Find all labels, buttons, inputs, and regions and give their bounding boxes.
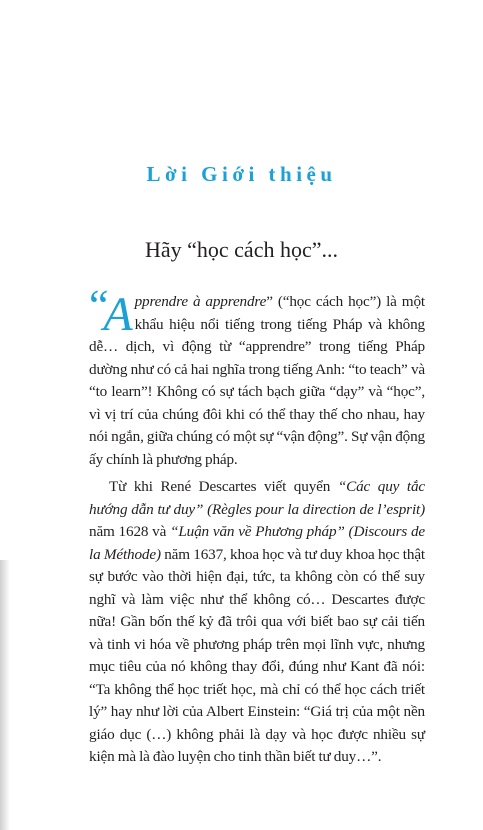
paragraph-1	[89, 281, 425, 471]
paragraph-2-italic-2: “Luận văn về Phương pháp” (Discours de la Méthode)	[89, 523, 425, 563]
paragraph-1-text: ” (“học cách học”) là một khẩu hiệu nổi tiếng trong tiếng Pháp và không dễ… dịch, vì động từ “apprendre” trong tiếng Pháp dường như có cả hai nghĩa trong tiếng Anh: “to teach” và “to learn”! Không có sự tách bạch giữa “dạy” và “học”, vì vị trí của chúng đôi khi có thể thay thế cho nhau, hay nói ngắn, giữa chúng có một sự “vận động”. Sự vận động ấy chính là phương pháp.	[89, 293, 425, 468]
paragraph-2-text-3: năm 1637, khoa học và tư duy khoa học thật sự bước vào thời hiện đại, tức, ta không còn có thể suy nghĩ và làm việc như thể không có… Descartes được nữa! Gần bốn thế kỷ đã trôi qua với biết bao sự cải tiến và tinh vi hóa về phương pháp trên mọi lĩnh vực, nhưng mục tiêu của nó không thay đổi, đúng như Kant đã nói: “Ta không thể học triết học, mà chỉ có thể học cách triết lý” hay như lời của Albert Einstein: “Giá trị của một nền giáo dục (…) không phải là dạy và học được nhiều sự kiện mà là đào luyện cho tinh thần biết tư duy…”.	[89, 545, 425, 765]
body-text	[89, 281, 425, 769]
dropcap-quote: “	[89, 281, 109, 330]
dropcap-letter: A	[103, 288, 133, 341]
paragraph-2	[89, 476, 425, 769]
page-edge-shadow	[0, 560, 10, 830]
chapter-subtitle: Hãy “học cách học”...	[144, 237, 338, 262]
paragraph-2-italic-1: “Các quy tắc hướng dẫn tư duy” (Règles pour la direction de l’esprit)	[89, 478, 425, 518]
paragraph-2-text-2: năm 1628 và	[89, 523, 171, 540]
chapter-title: Lời Giới thiệu	[146, 162, 337, 186]
paragraph-2-text-1: Từ khi René Descartes viết quyển	[109, 478, 338, 495]
paragraph-1-italic-lead: pprendre à apprendre	[134, 293, 267, 310]
